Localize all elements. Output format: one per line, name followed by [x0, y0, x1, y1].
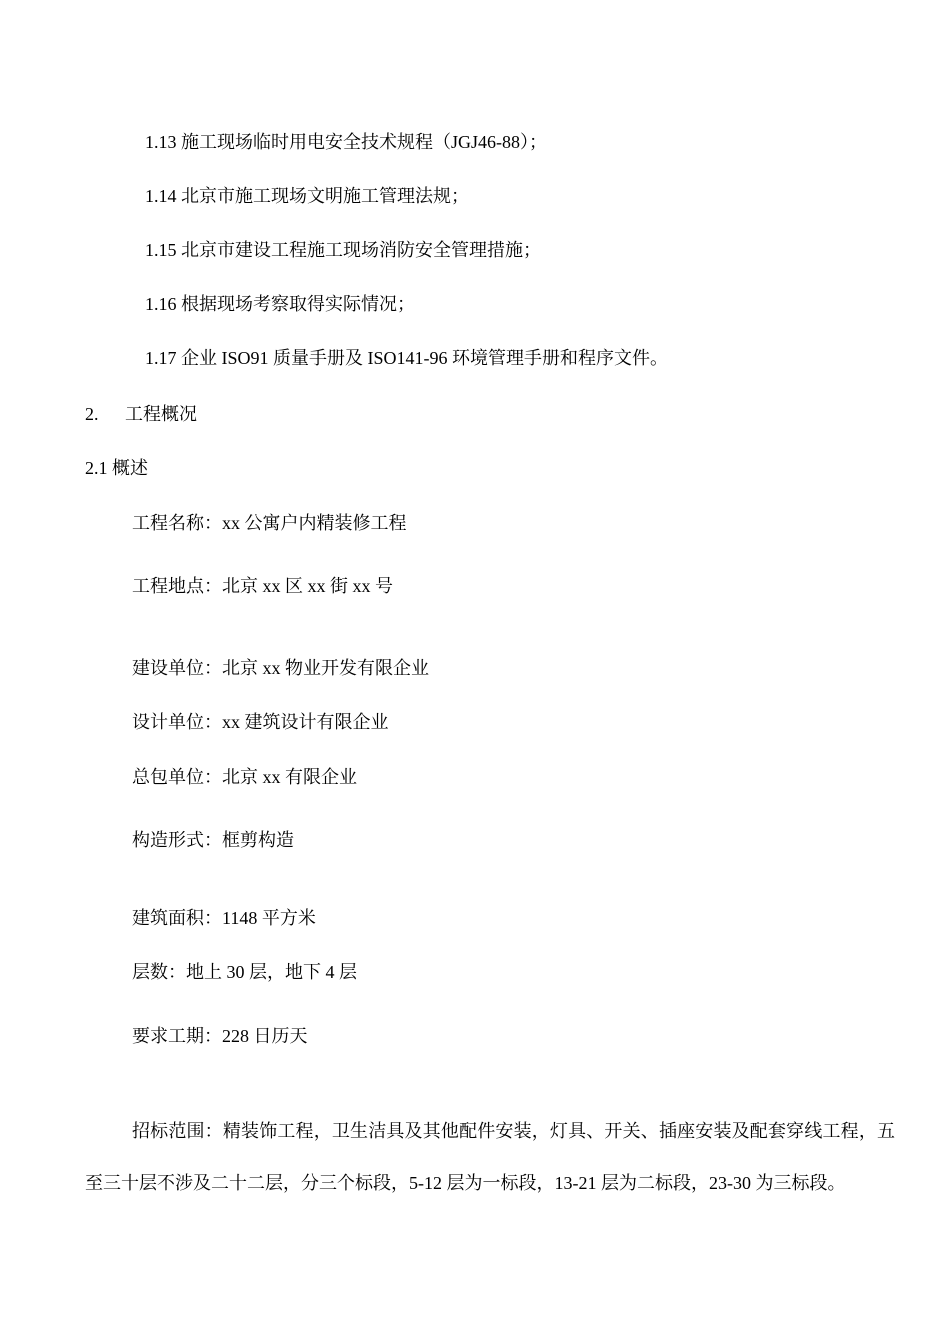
overview-item: 构造形式：框剪构造: [132, 830, 294, 850]
scope-paragraph: 招标范围：精装饰工程，卫生洁具及其他配件安装，灯具、开关、插座安装及配套穿线工程，五至三十层不涉及二十二层，分三个标段，5-12 层为一标段，13-21 层为二标段，23-30 为三标段。: [85, 1121, 895, 1193]
overview-item: 层数：地上 30 层，地下 4 层: [132, 962, 357, 982]
section-number: 2.: [85, 404, 99, 424]
overview-item: 建筑面积：1148 平方米: [132, 908, 316, 928]
reference-item: 1.14 北京市施工现场文明施工管理法规；: [145, 186, 469, 206]
reference-item: 1.13 施工现场临时用电安全技术规程（JGJ46-88）；: [145, 132, 548, 152]
reference-item: 1.16 根据现场考察取得实际情况；: [145, 294, 415, 314]
subsection-heading: 2.1 概述: [85, 458, 148, 478]
reference-item: 1.17 企业 ISO91 质量手册及 ISO141-96 环境管理手册和程序文件。: [145, 348, 668, 368]
overview-item: 工程名称：xx 公寓户内精装修工程: [132, 513, 407, 533]
overview-item: 建设单位：北京 xx 物业开发有限企业: [132, 658, 429, 678]
section-heading: [85, 402, 197, 426]
overview-item: 设计单位：xx 建筑设计有限企业: [132, 712, 389, 732]
reference-item: 1.15 北京市建设工程施工现场消防安全管理措施；: [145, 240, 541, 260]
section-title: 工程概况: [125, 404, 197, 424]
overview-item: 要求工期：228 日历天: [132, 1026, 308, 1046]
overview-item: 总包单位：北京 xx 有限企业: [132, 767, 357, 787]
overview-item: 工程地点：北京 xx 区 xx 街 xx 号: [132, 576, 393, 596]
